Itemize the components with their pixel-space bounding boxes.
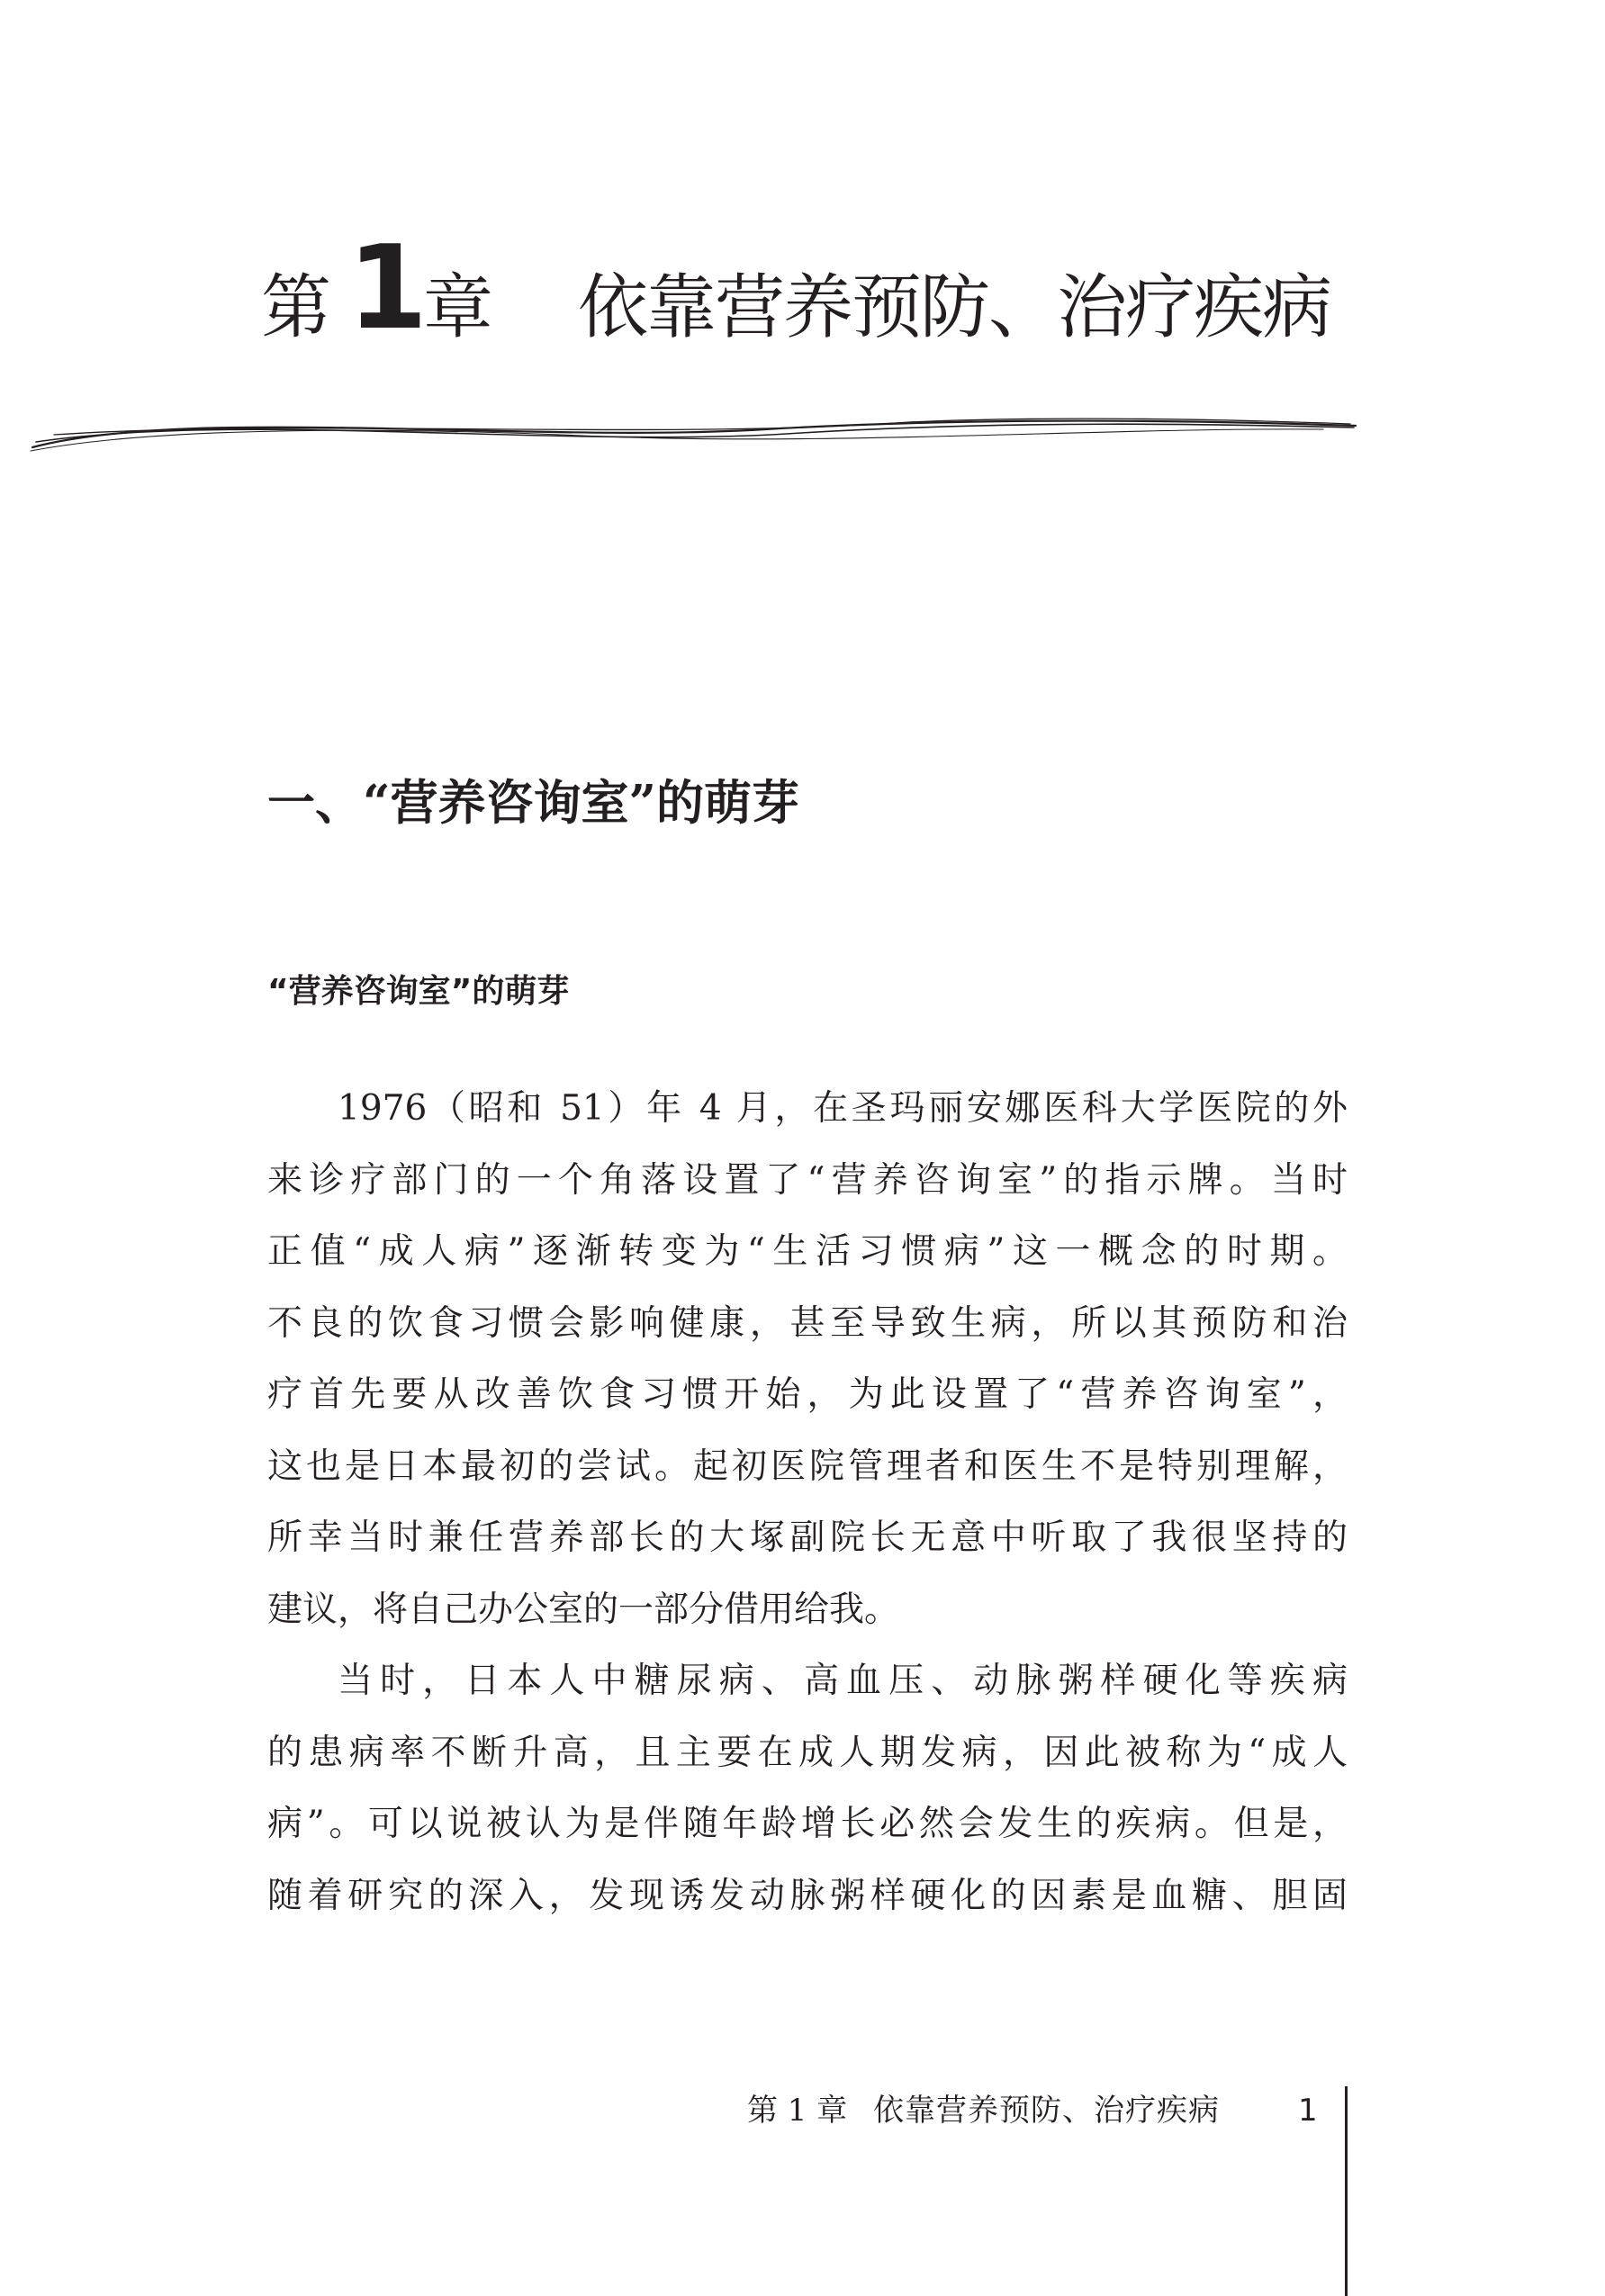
sub-heading: “营养咨询室”的萌芽	[267, 973, 570, 1010]
body-line: 这也是日本最初的尝试。起初医院管理者和医生不是特别理解，	[267, 1445, 1348, 1487]
chapter-suffix: 章	[423, 267, 494, 348]
body-line: 的患病率不断升高，且主要在成人期发病，因此被称为“成人	[267, 1732, 1348, 1773]
body-line: 疗首先要从改善饮食习惯开始，为此设置了“营养咨询室”，	[267, 1374, 1348, 1415]
body-line: 1976（昭和 51）年 4 月，在圣玛丽安娜医科大学医院的外	[338, 1088, 1348, 1129]
page-number: 1	[1298, 2093, 1318, 2129]
chapter-name: 依靠营养预防、治疗疾病	[578, 267, 1331, 348]
footer-vertical-rule	[1345, 2086, 1348, 2296]
body-line: 正值“成人病”逐渐转变为“生活习惯病”这一概念的时期。	[267, 1231, 1348, 1272]
body-line: 随着研究的深入，发现诱发动脉粥样硬化的因素是血糖、胆固	[267, 1875, 1348, 1916]
body-line: 不良的饮食习惯会影响健康，甚至导致生病，所以其预防和治	[267, 1302, 1348, 1344]
body-line: 病”。可以说被认为是伴随年龄增长必然会发生的疾病。但是，	[267, 1804, 1348, 1844]
body-text	[267, 1073, 1348, 1931]
body-line: 所幸当时兼任营养部长的大塚副院长无意中听取了我很坚持的	[267, 1517, 1348, 1558]
body-line: 来诊疗部门的一个角落设置了“营养咨询室”的指示牌。当时	[267, 1159, 1348, 1201]
body-line: 建议，将自己办公室的一部分借用给我。	[267, 1589, 900, 1630]
body-line: 当时，日本人中糖尿病、高血压、动脉粥样硬化等疾病	[338, 1661, 1348, 1701]
decorative-swirl-rule	[27, 410, 1359, 464]
running-chapter-title: 依靠营养预防、治疗疾病	[873, 2093, 1221, 2129]
running-footer	[747, 2088, 1318, 2133]
chapter-prefix: 第	[261, 267, 332, 348]
section-heading: 一、“营养咨询室”的萌芽	[267, 775, 799, 831]
chapter-title	[261, 221, 1431, 383]
running-chapter-label: 第 1 章	[747, 2093, 848, 2129]
chapter-number: 1	[347, 221, 428, 356]
